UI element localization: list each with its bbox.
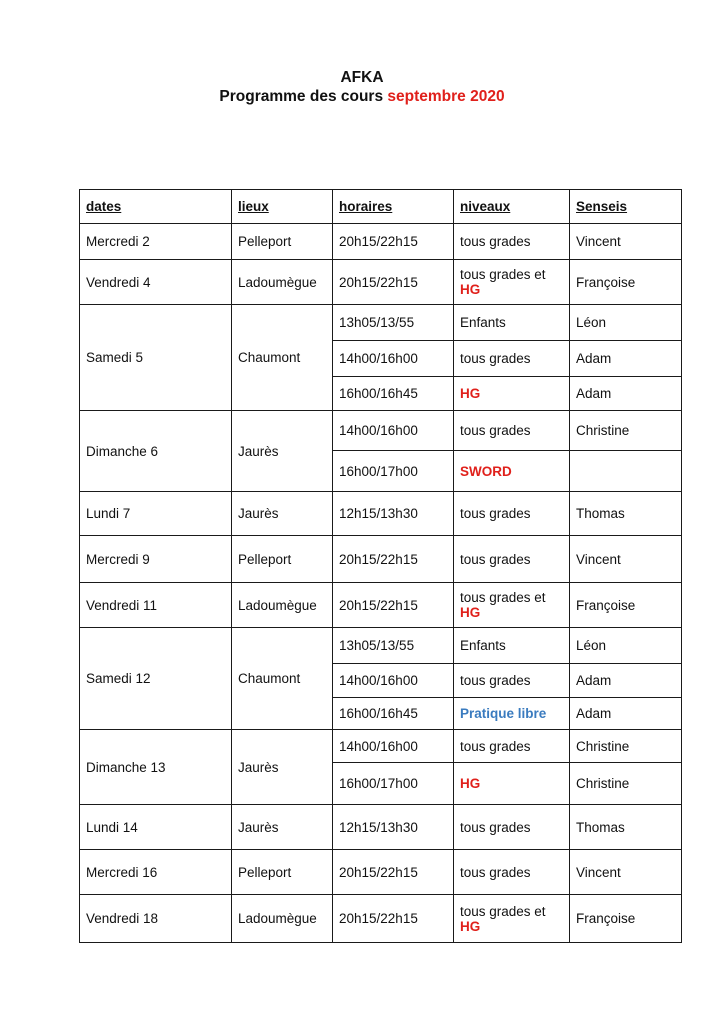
lieu-cell: Ladoumègue <box>232 895 333 943</box>
lieu-cell: Pelleport <box>232 850 333 895</box>
sensei-cell: Christine <box>570 763 682 805</box>
table-header-row <box>80 190 682 224</box>
niveau-highlight: HG <box>460 605 481 620</box>
header-lieux: lieux <box>232 190 333 224</box>
sensei-cell: Françoise <box>570 583 682 628</box>
lieu-cell: Pelleport <box>232 224 333 260</box>
date-cell: Samedi 12 <box>80 628 232 730</box>
niveau-cell <box>454 451 570 492</box>
horaire-cell: 12h15/13h30 <box>333 492 454 536</box>
lieu-cell: Jaurès <box>232 730 333 805</box>
horaire-cell: 16h00/17h00 <box>333 763 454 805</box>
table-row <box>80 260 682 305</box>
niveau-highlight: HG <box>460 918 481 934</box>
schedule-body <box>80 224 682 943</box>
niveau-cell <box>454 305 570 341</box>
niveau-cell <box>454 260 570 305</box>
sensei-cell: Thomas <box>570 492 682 536</box>
niveau-cell <box>454 664 570 698</box>
date-cell: Lundi 7 <box>80 492 232 536</box>
date-cell: Samedi 5 <box>80 305 232 411</box>
niveau-highlight: SWORD <box>460 463 512 479</box>
niveau-cell <box>454 628 570 664</box>
niveau-cell <box>454 698 570 730</box>
niveau-cell <box>454 730 570 763</box>
sensei-cell: Vincent <box>570 536 682 583</box>
header-niveaux: niveaux <box>454 190 570 224</box>
date-cell: Mercredi 2 <box>80 224 232 260</box>
sensei-cell: Françoise <box>570 895 682 943</box>
subtitle-month: septembre 2020 <box>387 88 505 105</box>
sensei-cell: Christine <box>570 730 682 763</box>
sensei-cell: Léon <box>570 305 682 341</box>
table-row <box>80 536 682 583</box>
niveau-cell <box>454 583 570 628</box>
niveau-cell <box>454 895 570 943</box>
lieu-cell: Pelleport <box>232 536 333 583</box>
horaire-cell: 16h00/16h45 <box>333 377 454 411</box>
schedule-table <box>79 189 682 943</box>
horaire-cell: 20h15/22h15 <box>333 895 454 943</box>
sensei-cell: Adam <box>570 377 682 411</box>
table-row <box>80 730 682 763</box>
niveau-cell <box>454 411 570 451</box>
lieu-cell: Jaurès <box>232 492 333 536</box>
niveau-text: tous grades <box>460 423 531 438</box>
niveau-text: tous grades <box>460 673 531 688</box>
niveau-text: tous grades <box>460 819 531 835</box>
horaire-cell: 14h00/16h00 <box>333 411 454 451</box>
niveau-cell <box>454 341 570 377</box>
sensei-cell: Adam <box>570 341 682 377</box>
sensei-cell <box>570 451 682 492</box>
table-row <box>80 895 682 943</box>
org-name: AFKA <box>340 69 384 86</box>
niveau-text: tous grades <box>460 351 531 366</box>
table-row <box>80 224 682 260</box>
niveau-cell <box>454 377 570 411</box>
table-row <box>80 850 682 895</box>
niveau-text: Enfants <box>460 638 506 653</box>
niveau-cell <box>454 850 570 895</box>
horaire-cell: 20h15/22h15 <box>333 224 454 260</box>
niveau-cell <box>454 536 570 583</box>
date-cell: Dimanche 6 <box>80 411 232 492</box>
niveau-cell <box>454 763 570 805</box>
sensei-cell: Vincent <box>570 224 682 260</box>
horaire-cell: 20h15/22h15 <box>333 536 454 583</box>
header-horaires: horaires <box>333 190 454 224</box>
niveau-text: tous grades <box>460 864 531 880</box>
table-row <box>80 411 682 451</box>
lieu-cell: Ladoumègue <box>232 260 333 305</box>
date-cell: Lundi 14 <box>80 805 232 850</box>
niveau-highlight: HG <box>460 776 481 791</box>
horaire-cell: 14h00/16h00 <box>333 664 454 698</box>
sensei-cell: Thomas <box>570 805 682 850</box>
horaire-cell: 13h05/13/55 <box>333 305 454 341</box>
date-cell: Mercredi 16 <box>80 850 232 895</box>
program-subtitle <box>0 87 724 106</box>
niveau-text: tous grades <box>460 234 531 249</box>
niveau-text: tous grades <box>460 551 531 567</box>
horaire-cell: 14h00/16h00 <box>333 730 454 763</box>
table-row <box>80 805 682 850</box>
horaire-cell: 14h00/16h00 <box>333 341 454 377</box>
horaire-cell: 16h00/17h00 <box>333 451 454 492</box>
table-row <box>80 583 682 628</box>
sensei-cell: Françoise <box>570 260 682 305</box>
horaire-cell: 20h15/22h15 <box>333 583 454 628</box>
niveau-pratique-libre: Pratique libre <box>460 706 547 721</box>
date-cell: Mercredi 9 <box>80 536 232 583</box>
horaire-cell: 12h15/13h30 <box>333 805 454 850</box>
niveau-highlight: HG <box>460 282 481 297</box>
date-cell: Vendredi 11 <box>80 583 232 628</box>
header-senseis: Senseis <box>570 190 682 224</box>
document-title <box>0 68 724 106</box>
lieu-cell: Chaumont <box>232 628 333 730</box>
sensei-cell: Léon <box>570 628 682 664</box>
horaire-cell: 16h00/16h45 <box>333 698 454 730</box>
table-row <box>80 628 682 664</box>
sensei-cell: Adam <box>570 698 682 730</box>
date-cell: Dimanche 13 <box>80 730 232 805</box>
lieu-cell: Jaurès <box>232 411 333 492</box>
sensei-cell: Adam <box>570 664 682 698</box>
lieu-cell: Ladoumègue <box>232 583 333 628</box>
niveau-text: tous grades et <box>460 903 546 919</box>
horaire-cell: 20h15/22h15 <box>333 850 454 895</box>
table-row <box>80 492 682 536</box>
niveau-cell <box>454 805 570 850</box>
header-dates: dates <box>80 190 232 224</box>
horaire-cell: 13h05/13/55 <box>333 628 454 664</box>
lieu-cell: Chaumont <box>232 305 333 411</box>
niveau-text: tous grades et <box>460 267 546 282</box>
date-cell: Vendredi 18 <box>80 895 232 943</box>
subtitle-prefix: Programme des cours <box>219 88 384 105</box>
niveau-text: tous grades et <box>460 590 546 605</box>
niveau-text: tous grades <box>460 506 531 521</box>
sensei-cell: Christine <box>570 411 682 451</box>
niveau-text: Enfants <box>460 315 506 330</box>
sensei-cell: Vincent <box>570 850 682 895</box>
lieu-cell: Jaurès <box>232 805 333 850</box>
niveau-highlight: HG <box>460 386 481 401</box>
table-row <box>80 305 682 341</box>
niveau-text: tous grades <box>460 738 531 754</box>
niveau-cell <box>454 224 570 260</box>
niveau-cell <box>454 492 570 536</box>
horaire-cell: 20h15/22h15 <box>333 260 454 305</box>
date-cell: Vendredi 4 <box>80 260 232 305</box>
